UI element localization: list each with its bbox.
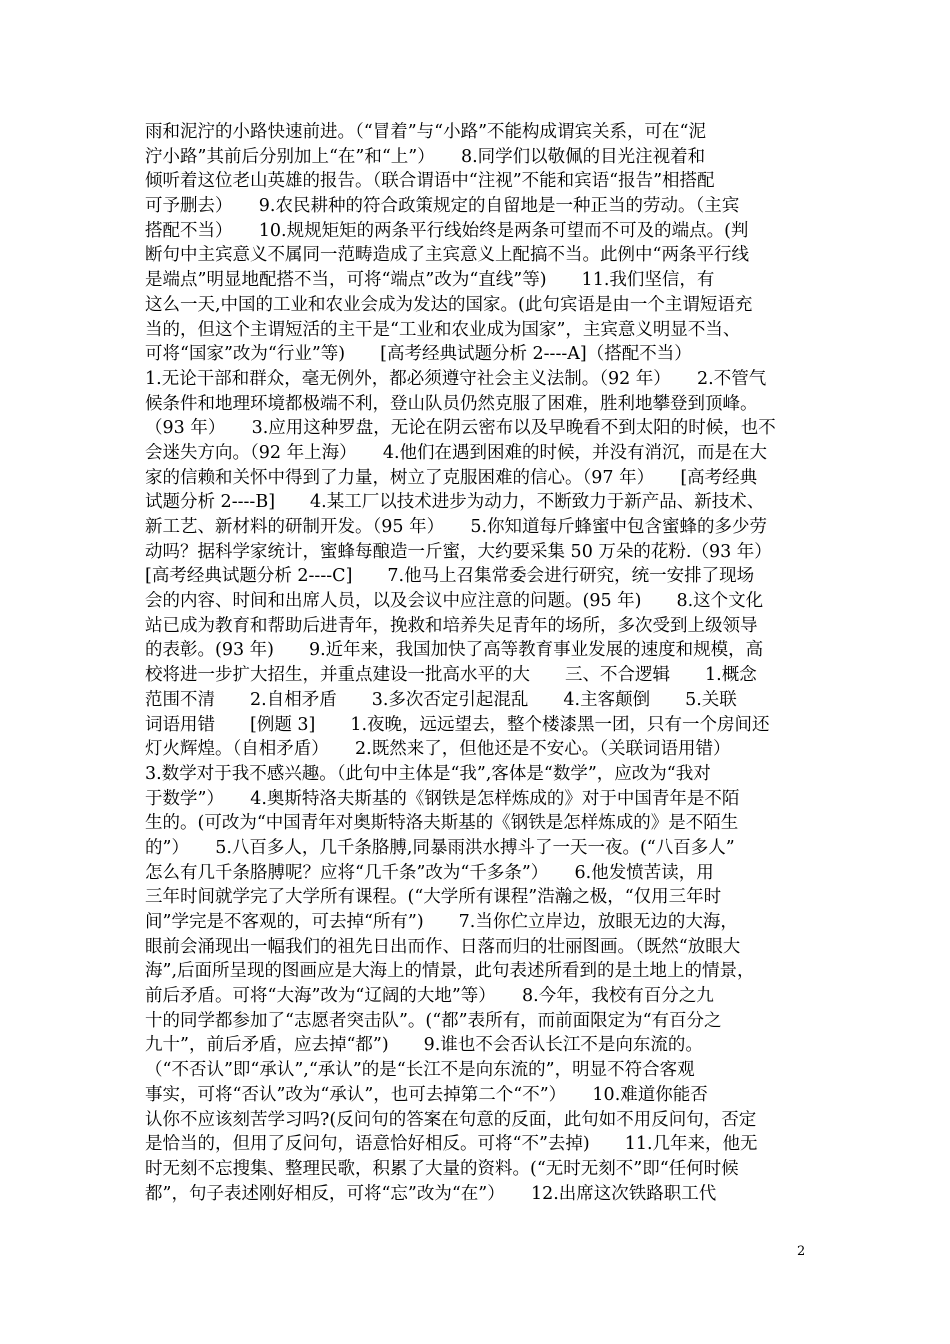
text-line: 是恰当的，但用了反问句，语意恰好相反。可将“不”去掉) 11.几年来，他无 xyxy=(145,1134,758,1155)
text-line: 的”） 5.八百多人，几千条胳膊,同暴雨洪水搏斗了一天一夜。(“八百多人” xyxy=(145,837,735,858)
text-line: 试题分析 2----B] 4.某工厂以技术进步为动力，不断致力于新产品、新技术、 xyxy=(145,492,765,513)
text-line: 间”学完是不客观的，可去掉“所有”) 7.当你伫立岸边，放眼无边的大海， xyxy=(145,912,738,932)
text-line: 3.数学对于我不感兴趣。（此句中主体是“我”,客体是“数学”，应改为“我对 xyxy=(145,763,711,784)
text-line: 可予删去） 9.农民耕种的符合政策规定的自留地是一种正当的劳动。（主宾 xyxy=(145,196,740,217)
text-line: 是端点”明显地配搭不当，可将“端点”改为“直线”等) 11.我们坚信，有 xyxy=(145,270,715,291)
document-body xyxy=(145,120,810,1206)
text-line: 时无刻不忘搜集、整理民歌，积累了大量的资料。(“无时无刻不”即“任何时候 xyxy=(145,1158,739,1179)
text-line: 新工艺、新材料的研制开发。（95 年） 5.你知道每斤蜂蜜中包含蜜蜂的多少劳 xyxy=(145,517,768,537)
text-line: 会迷失方向。（92 年上海） 4.他们在遇到困难的时候，并没有消沉，而是在大 xyxy=(145,442,768,463)
text-line: 海”,后面所呈现的图画应是大海上的情景，此句表述所看到的是土地上的情景， xyxy=(145,961,755,982)
text-line: [高考经典试题分析 2----C] 7.他马上召集常委会进行研究，统一安排了现场 xyxy=(145,566,755,587)
text-line: 搭配不当） 10.规规矩矩的两条平行线始终是两条可望而不可及的端点。(判 xyxy=(145,220,749,241)
page-number: 2 xyxy=(797,1244,806,1259)
text-line: 生的。(可改为“中国青年对奥斯特洛夫斯基的《钢铁是怎样炼成的》是不陌生 xyxy=(145,813,739,834)
text-line: 范围不清 2.自相矛盾 3.多次否定引起混乱 4.主客颠倒 5.关联 xyxy=(145,689,737,710)
text-line: 十的同学都参加了“志愿者突击队”。(“都”表所有，而前面限定为“有百分之 xyxy=(145,1010,722,1031)
text-line: 的表彰。(93 年) 9.近年来，我国加快了高等教育事业发展的速度和规模，高 xyxy=(145,640,764,661)
text-line: 当的，但这个主谓短活的主干是“工业和农业成为国家”，主宾意义明显不当、 xyxy=(145,319,741,340)
text-line: 动吗？据科学家统计，蜜蜂每酿造一斤蜜，大约要采集 50 万朵的花粉.（93 年） xyxy=(145,541,772,562)
text-line: 三年时间就学完了大学所有课程。(“大学所有课程”浩瀚之极，“仅用三年时 xyxy=(145,887,722,908)
text-line: 事实，可将“否认”改为“承认”，也可去掉第二个“不”） 10.难道你能否 xyxy=(145,1084,708,1105)
text-line: （“不否认”即“承认”,“承认”的是“长江不是向东流的”，明显不符合客观 xyxy=(145,1060,695,1081)
text-line: 1.无论干部和群众，毫无例外，都必须遵守社会主义法制。（92 年） 2.不管气 xyxy=(145,368,767,389)
text-line: 断句中主宾意义不属同一范畴造成了主宾意义上配搞不当。此例中“两条平行线 xyxy=(145,245,749,266)
text-line: 眼前会涌现出一幅我们的祖先日出而作、日落而归的壮丽图画。（既然“放眼大 xyxy=(145,936,741,957)
text-line: 家的信赖和关怀中得到了力量，树立了克服困难的信心。（97 年） [高考经典 xyxy=(145,467,758,488)
text-line: 怎么有几千条胳膊呢？应将“几千条”改为“千多条”） 6.他发愤苦读，用 xyxy=(145,862,714,883)
text-line: 雨和泥泞的小路快速前进。（“冒着”与“小路”不能构成谓宾关系，可在“泥 xyxy=(145,122,706,142)
text-line: 都”，句子表述刚好相反，可将“忘”改为“在”） 12.出席这次铁路职工代 xyxy=(145,1183,717,1204)
text-line: 泞小路”其前后分别加上“在”和“上”） 8.同学们以敬佩的目光注视着和 xyxy=(145,146,706,167)
text-line: 九十”，前后矛盾，应去掉“都”) 9.谁也不会否认长江不是向东流的。 xyxy=(145,1035,703,1056)
text-line: 词语用错 [例题 3] 1.夜晚，远远望去，整个楼漆黑一团，只有一个房间还 xyxy=(145,714,770,735)
text-line: 站已成为教育和帮助后进青年，挽救和培养失足青年的场所，多次受到上级领导 xyxy=(145,615,758,636)
text-line: 校将进一步扩大招生，并重点建设一批高水平的大 三、不合逻辑 1.概念 xyxy=(145,665,757,686)
text-line: 会的内容、时间和出席人员，以及会议中应注意的问题。(95 年) 8.这个文化 xyxy=(145,591,764,612)
text-line: 这么一天,中国的工业和农业会成为发达的国家。(此句宾语是由一个主谓短语充 xyxy=(145,294,753,315)
text-line: 认你不应该刻苦学习吗?(反问句的答案在句意的反面，此句如不用反问句，否定 xyxy=(145,1109,757,1130)
text-line: 于数学”） 4.奥斯特洛夫斯基的《钢铁是怎样炼成的》对于中国青年是不陌 xyxy=(145,788,740,809)
text-line: （93 年） 3.应用这种罗盘，无论在阴云密布以及早晚看不到太阳的时候，也不 xyxy=(145,418,776,439)
text-line: 候条件和地理环境都极端不利，登山队员仍然克服了困难，胜利地攀登到顶峰。 xyxy=(145,393,758,414)
text-line: 前后矛盾。可将“大海”改为“辽阔的大地”等） 8.今年，我校有百分之九 xyxy=(145,986,714,1007)
text-line: 灯火辉煌。（自相矛盾） 2.既然来了，但他还是不安心。（关联词语用错） xyxy=(145,739,731,760)
text-line: 可将“国家”改为“行业”等) [高考经典试题分析 2----A]（搭配不当） xyxy=(145,344,692,365)
text-line: 倾听着这位老山英雄的报告。（联合谓语中“注视”不能和宾语“报告”相搭配 xyxy=(145,171,715,192)
